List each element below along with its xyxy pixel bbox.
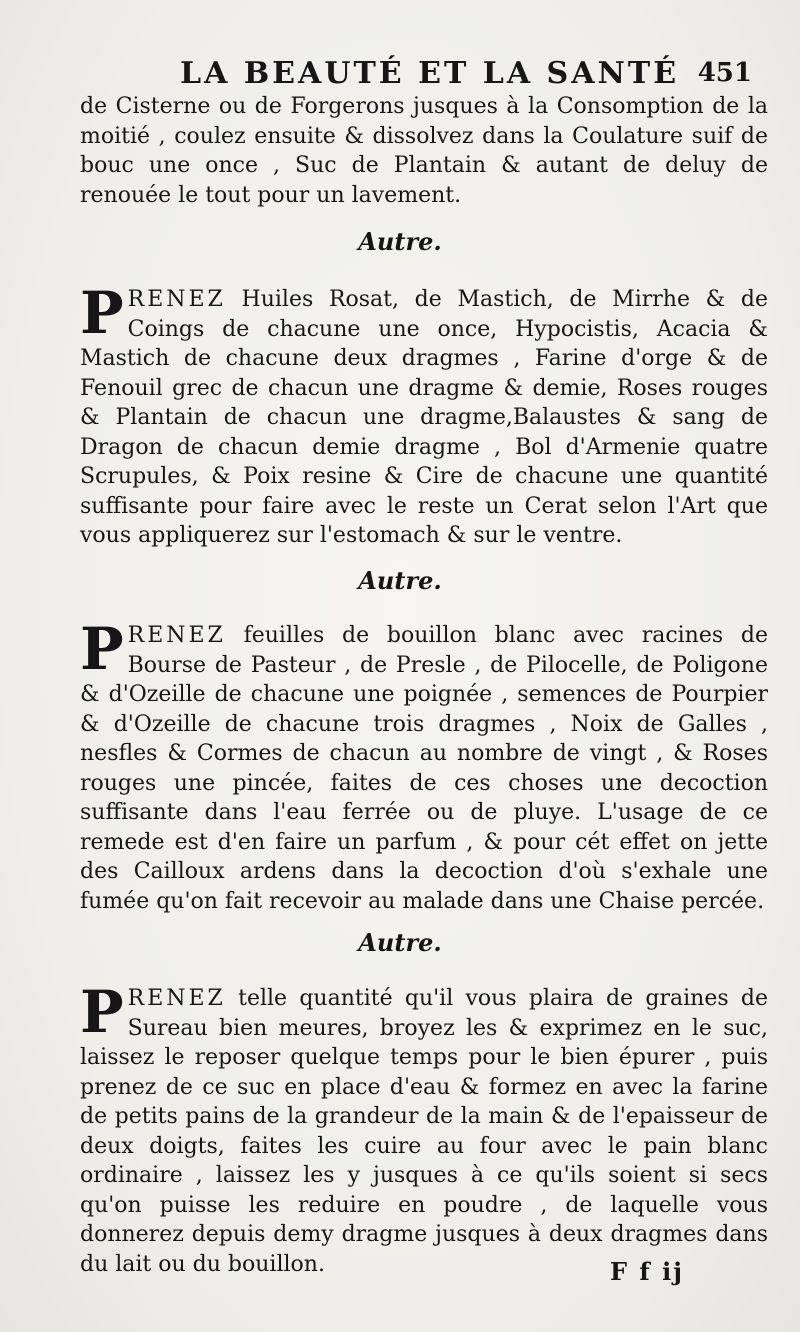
- page-header: [80, 56, 760, 96]
- drop-cap: P: [80, 615, 124, 683]
- section-heading: Autre.: [358, 566, 442, 595]
- section-heading: Autre.: [358, 928, 442, 957]
- recipe-paragraph: [80, 615, 768, 916]
- recipe-text: feuilles de bouillon blanc avec racines de Bourse de Pasteur , de Presle , de Pilocelle, de Poligone & d'Ozeille de chacune une poignée , semences de Pourpier & d'Ozeille de chacune trois dragmes , Noix de Galles , nesfles & Cormes de chacun au nombre de vingt , & Roses rouges une pincée, faites de ces choses une decoction suffisante dans l'eau ferrée ou de pluye. L'usage de ce remede est d'en faire un parfum , & pour cét effet on jette des Cailloux ardens dans la decoction d'où s'exhale une fumée qu'on fait recevoir au malade dans une Chaise percée.: [80, 623, 768, 914]
- continuation-paragraph: [80, 92, 768, 210]
- recipe-paragraph: [80, 279, 768, 551]
- recipe-text: Huiles Rosat, de Mastich, de Mirrhe & de Coings de chacune une once, Hypocistis, Acacia & Mastich de chacune deux dragmes , Farine d'orge & de Fenouil grec de chacun une dragme & demie, Roses rouges & Plantain de chacun une dragme,Balaustes & sang de Dragon de chacun demie dragme , Bol d'Armenie quatre Scrupules, & Poix resine & Cire de chacune une quantité suffisante pour faire avec le reste un Cerat selon l'Art que vous appliquerez sur l'estomach & sur le ventre.: [80, 287, 768, 548]
- drop-cap: P: [80, 978, 124, 1046]
- running-title: LA BEAUTÉ ET LA SANTÉ: [180, 56, 680, 91]
- lead-word: RENEZ: [127, 623, 226, 648]
- lead-word: RENEZ: [127, 986, 226, 1011]
- signature-mark: F f ij: [610, 1257, 684, 1286]
- drop-cap: P: [80, 279, 124, 347]
- recipe-text: telle quantité qu'il vous plaira de graines de Sureau bien meures, broyez les & exprimez en le suc, laissez le reposer quelque temps pour le bien épurer , puis prenez de ce suc en place d'eau & formez en avec la farine de petits pains de la grandeur de la main & de l'epaisseur de deux doigts, faites les cuire au four avec le pain blanc ordinaire , laissez les y jusques à ce qu'ils soient si secs qu'on puisse les reduire en poudre , de laquelle vous donnerez depuis demy dragme jusques à deux dragmes dans du lait ou du bouillon.: [80, 986, 768, 1277]
- section-heading: Autre.: [358, 227, 442, 256]
- recipe-paragraph: [80, 978, 768, 1279]
- lead-word: RENEZ: [127, 287, 226, 312]
- page-number: 451: [697, 58, 752, 88]
- continuation-text: de Cisterne ou de Forgerons jusques à la Consomption de la moitié , coulez ensuite & dissolvez dans la Coulature suif de bouc une once , Suc de Plantain & autant de deluy de renouée le tout pour un lavement.: [80, 94, 768, 208]
